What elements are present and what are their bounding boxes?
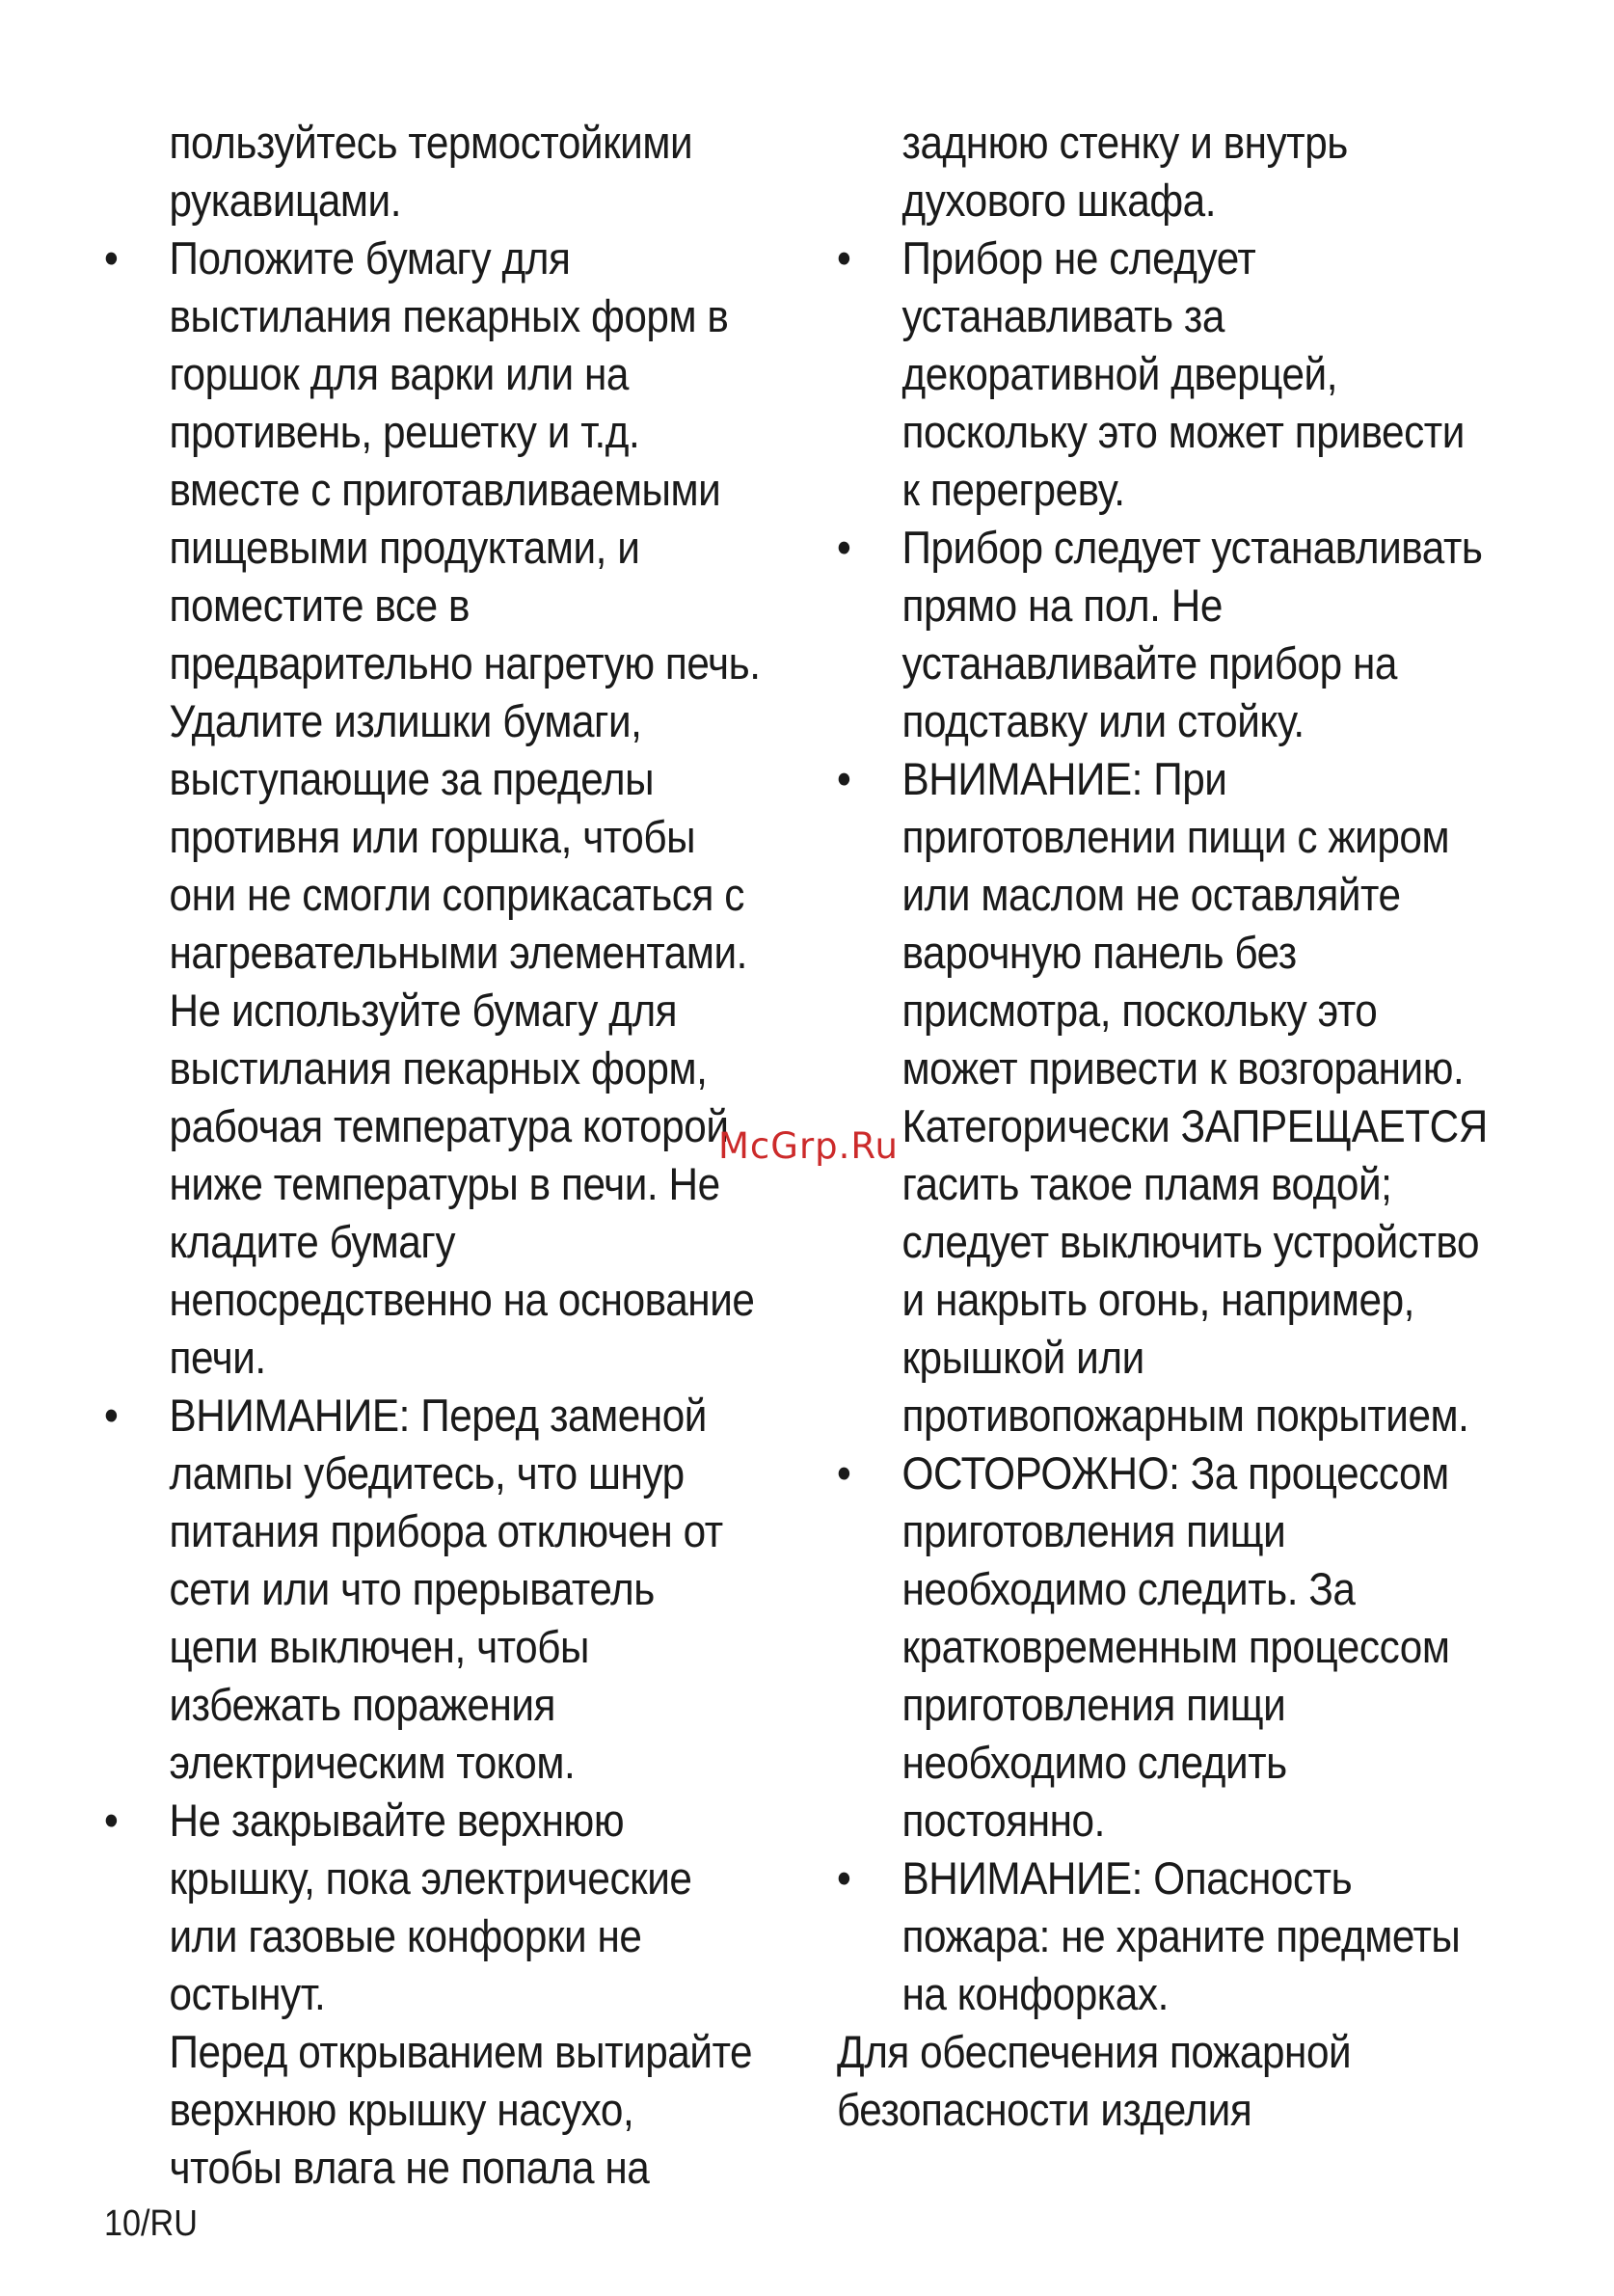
text-line: лампы убедитесь, что шнур [169,1447,685,1499]
text-line: Удалите излишки бумаги, [169,695,642,746]
text-line: присмотра, поскольку это [901,985,1378,1036]
text-line: подставку или стойку. [901,695,1305,746]
text-line: выстилания пекарных форм, [169,1042,708,1094]
watermark: McGrp.Ru [718,1125,899,1167]
text-line: пожара: не храните предметы [901,1910,1461,1961]
text-line: и накрыть огонь, например, [901,1274,1414,1325]
text-line: к перегреву. [901,464,1125,515]
bullet-item [104,1792,882,2197]
bullet-item [837,750,1596,1445]
left-column [104,114,818,2197]
text-line: чтобы влага не попала на [169,2142,650,2193]
text-line: приготовлении пищи с жиром [901,811,1450,862]
text-line: противопожарным покрытием. [901,1390,1469,1441]
text-line: Для обеспечения пожарной [837,2026,1352,2077]
text-line: Не используйте бумагу для [169,985,678,1036]
text-line: вместе с приготавливаемыми [169,464,721,515]
text-line: • Положите бумагу для [169,232,571,284]
text-line: или газовые конфорки не [169,1910,642,1961]
text-line: нагревательными элементами. [169,927,747,978]
text-line: необходимо следить. За [901,1563,1356,1614]
text-line: • Не закрывайте верхнюю [169,1795,625,1846]
page-number: 10/RU [104,2203,198,2244]
text-line: крышку, пока электрические [169,1852,692,1904]
text-line: рабочая температура которой [169,1100,729,1151]
bullet-item [837,1445,1596,1850]
text-line: или маслом не оставляйте [901,869,1401,920]
text-line: пользуйтесь термостойкими [169,117,693,168]
text-paragraph [837,114,1596,230]
text-line: • Прибор следует устанавливать [901,522,1483,573]
text-line: выступающие за пределы [169,753,655,804]
text-line: пищевыми продуктами, и [169,522,640,573]
text-line: следует выключить устройство [901,1216,1480,1267]
text-line: устанавливать за [901,290,1224,341]
text-line: приготовления пищи [901,1505,1286,1556]
text-line: • ВНИМАНИЕ: При [901,753,1227,804]
text-line: варочную панель без [901,927,1297,978]
text-line: может привести к возгоранию. [901,1042,1465,1094]
bullet-item [837,519,1596,750]
text-line: кладите бумагу [169,1216,456,1267]
text-line: рукавицами. [169,175,402,226]
text-line: • Прибор не следует [901,232,1256,284]
text-line: духового шкафа. [901,175,1217,226]
bullet-item [104,1387,882,1792]
text-line: электрическим током. [169,1737,576,1788]
text-paragraph [104,114,882,230]
text-line: заднюю стенку и внутрь [901,117,1348,168]
text-line: необходимо следить [901,1737,1287,1788]
text-paragraph [837,2023,1530,2139]
text-line: поместите все в [169,580,471,631]
text-line: • ВНИМАНИЕ: Опасность [901,1852,1353,1904]
text-line: цепи выключен, чтобы [169,1621,589,1672]
text-line: ниже температуры в печи. Не [169,1158,720,1209]
bullet-item [837,230,1596,519]
text-line: горшок для варки или на [169,348,629,399]
text-line: устанавливайте прибор на [901,637,1397,689]
text-line: противень, решетку и т.д. [169,406,640,457]
text-line: кратковременным процессом [901,1621,1450,1672]
text-line: приготовления пищи [901,1679,1286,1730]
text-line: Категорически ЗАПРЕЩАЕТСЯ [901,1100,1488,1151]
text-line: гасить такое пламя водой; [901,1158,1392,1209]
bullet-item [837,1850,1596,2023]
text-line: крышкой или [901,1332,1144,1383]
text-line: предварительно нагретую печь. [169,637,761,689]
text-line: • ОСТОРОЖНО: За процессом [901,1447,1449,1499]
text-line: безопасности изделия [837,2084,1252,2135]
text-line: постоянно. [901,1795,1105,1846]
text-line: печи. [169,1332,266,1383]
text-line: остынут. [169,1968,326,2019]
text-line: сети или что прерыватель [169,1563,655,1614]
text-line: они не смогли соприкасаться с [169,869,744,920]
text-line: поскольку это может привести [901,406,1465,457]
text-line: непосредственно на основание [169,1274,755,1325]
text-line: питания прибора отключен от [169,1505,723,1556]
text-line: верхнюю крышку насухо, [169,2084,634,2135]
text-line: Перед открыванием вытирайте [169,2026,753,2077]
text-line: избежать поражения [169,1679,556,1730]
text-line: • ВНИМАНИЕ: Перед заменой [169,1390,707,1441]
text-line: декоративной дверцей, [901,348,1338,399]
text-line: противня или горшка, чтобы [169,811,696,862]
text-line: выстилания пекарных форм в [169,290,729,341]
right-column [837,114,1531,2139]
text-line: на конфорках. [901,1968,1169,2019]
text-line: прямо на пол. Не [901,580,1223,631]
bullet-item [104,230,882,1387]
